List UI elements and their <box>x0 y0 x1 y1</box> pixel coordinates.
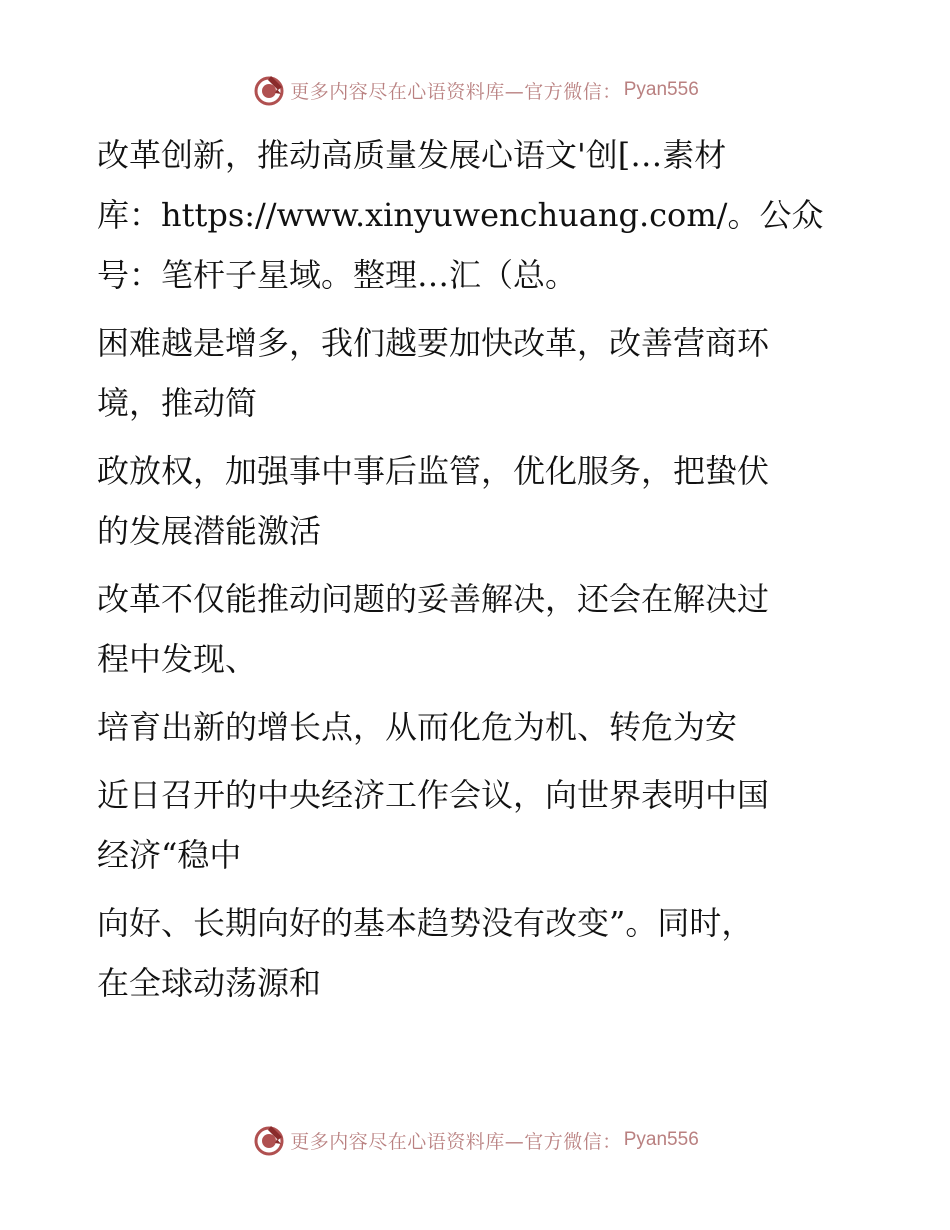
banner-text: 更多内容尽在心语资料库—官方微信： <box>290 1130 622 1153</box>
text-line: 号：笔杆子星域。整理…汇（总。 <box>97 256 578 294</box>
text-line: 困难越是增多，我们越要加快改革，改善营商环 <box>97 324 770 362</box>
brush-seal-icon <box>251 1122 287 1158</box>
text-line: 程中发现、 <box>97 640 258 678</box>
text-line: 培育出新的增长点，从而化危为机、转危为安 <box>97 708 738 746</box>
paragraph <box>97 313 857 433</box>
paragraph <box>97 125 857 305</box>
text-line: 境，推动简 <box>97 384 258 422</box>
text-line: 改革不仅能推动问题的妥善解决，还会在解决过 <box>97 580 770 618</box>
text-line: 经济“稳中 <box>97 836 242 874</box>
text-line: 政放权，加强事中事后监管，优化服务，把蛰伏 <box>97 452 770 490</box>
text-line: 的发展潜能激活 <box>97 512 322 550</box>
wechat-id: Pyan556 <box>623 1129 699 1150</box>
footer-banner <box>0 1120 950 1160</box>
document-body <box>97 125 857 1021</box>
paragraph <box>97 765 857 885</box>
text-line: 向好、长期向好的基本趋势没有改变”。同时， <box>97 904 754 942</box>
brush-seal-icon <box>251 72 287 108</box>
header-banner <box>0 70 950 110</box>
paragraph <box>97 893 857 1013</box>
paragraph <box>97 697 857 757</box>
paragraph <box>97 569 857 689</box>
paragraph <box>97 441 857 561</box>
text-line: 库：https://www.xinyuwenchuang.com/。公众 <box>97 196 824 234</box>
wechat-id: Pyan556 <box>623 79 699 100</box>
banner-text: 更多内容尽在心语资料库—官方微信： <box>290 80 622 103</box>
text-line: 近日召开的中央经济工作会议，向世界表明中国 <box>97 776 770 814</box>
text-line: 改革创新，推动高质量发展心语文'创[…素材 <box>97 136 727 174</box>
text-line: 在全球动荡源和 <box>97 964 322 1002</box>
